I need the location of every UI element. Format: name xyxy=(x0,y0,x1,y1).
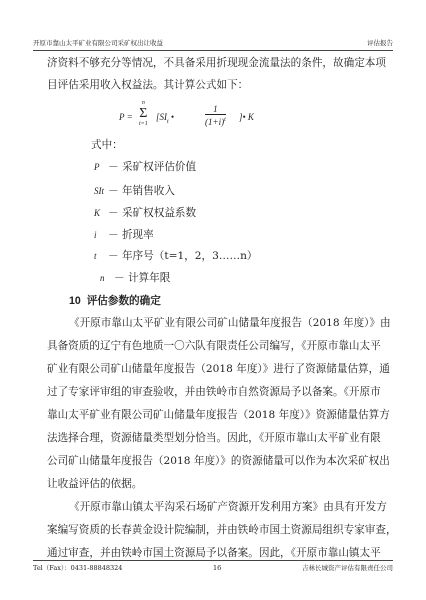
definition-symbol: t xyxy=(94,251,97,261)
definition-item xyxy=(94,245,257,267)
paragraph-line: 目评估采用收入权益法。其计算公式如下： xyxy=(47,79,249,91)
fraction-numerator: 1 xyxy=(205,104,226,115)
paragraph-line: 矿业有限公司矿山储量年度报告（2018 年度）》进行了资源储量估算，通 xyxy=(47,363,390,375)
definition-text: － 年序号（t=1，2，3……n） xyxy=(108,250,258,262)
definition-text: － 计算年限 xyxy=(114,272,171,284)
formula-fraction xyxy=(205,104,226,128)
paragraph-line: 具备资质的辽宁有色地质一〇六队有限责任公司编写，《开原市靠山太平 xyxy=(47,340,381,352)
definition-item xyxy=(94,224,154,246)
sum-lower-limit: t=1 xyxy=(139,121,148,127)
paragraph-line: 案编写资质的长春黄金设计院编制，并由铁岭市国土资源局组织专家审查， xyxy=(47,524,397,536)
definition-item xyxy=(94,156,196,178)
definition-text: － 折现率 xyxy=(108,229,154,241)
definition-item xyxy=(94,202,196,224)
definition-text: － 采矿权评估价值 xyxy=(108,161,197,173)
definition-item xyxy=(94,180,175,202)
page-header xyxy=(33,38,393,51)
denominator-text: (1+i) xyxy=(205,117,225,127)
definition-symbol: i xyxy=(94,230,97,240)
footer-contact: Tel（Fax）：0431-88848324 xyxy=(33,564,123,572)
header-title: 开原市靠山太平矿业有限公司采矿权出让收益 xyxy=(33,39,163,47)
header-doc-type: 评估报告 xyxy=(367,39,393,47)
paragraph-line: 法选择合理，资源储量类型划分恰当。因此，《开原市靠山太平矿业有限 xyxy=(47,432,381,444)
paragraph-line: 让收益评估的依据。 xyxy=(47,478,143,490)
paragraph-line: 通过审查，并由铁岭市国土资源局予以备案。因此，《开原市靠山镇太平 xyxy=(47,547,381,559)
formula-summation xyxy=(139,100,148,128)
paragraph-line: 公司矿山储量年度报告（2018 年度）》的资源储量可以作为本次采矿权出 xyxy=(47,455,390,467)
formula-term-sub: t xyxy=(167,118,169,125)
definition-symbol: SIt xyxy=(94,186,104,196)
section-number: 10 xyxy=(69,295,81,307)
section-heading xyxy=(69,290,161,312)
paragraph-line: 靠山太平矿业有限公司矿山储量年度报告（2018 年度）》资源储量估算方 xyxy=(47,409,390,421)
sum-upper-limit: n xyxy=(141,100,145,106)
fraction-denominator xyxy=(205,115,226,128)
definition-text: － 年销售收入 xyxy=(108,185,175,197)
section-title: 评估参数的确定 xyxy=(86,295,161,307)
formula-term xyxy=(156,112,174,125)
definition-symbol: K xyxy=(94,208,101,218)
paragraph-line: 《开原市靠山镇太平沟采石场矿产资源开发利用方案》由具有开发方 xyxy=(69,501,387,513)
formula-dot: • xyxy=(170,112,175,122)
page-footer xyxy=(33,560,393,573)
page-number: 16 xyxy=(213,564,222,572)
definition-item xyxy=(100,267,170,289)
sigma-symbol: Σ xyxy=(139,106,148,121)
definitions-title: 式中： xyxy=(91,139,123,151)
definition-text: － 采矿权权益系数 xyxy=(108,207,197,219)
valuation-formula xyxy=(119,98,319,138)
formula-tail: ]• K xyxy=(239,112,254,122)
denominator-exponent: t xyxy=(224,117,226,123)
formula-term-text: [SI xyxy=(156,112,167,122)
paragraph-line: 《开原市靠山太平矿业有限公司矿山储量年度报告（2018 年度）》由 xyxy=(69,317,391,329)
definition-symbol: P xyxy=(94,162,100,172)
formula-lhs: P = xyxy=(119,112,133,122)
paragraph-line: 过了专家评审组的审查验收，并由铁岭市自然资源局予以备案。《开原市 xyxy=(47,386,381,398)
paragraph-line: 济资料不够充分等情况，不具备采用折现现金流量法的条件，故确定本项 xyxy=(47,57,386,69)
footer-company: 吉林长城资产评估有限责任公司 xyxy=(302,564,393,572)
definition-symbol: n xyxy=(100,273,105,283)
